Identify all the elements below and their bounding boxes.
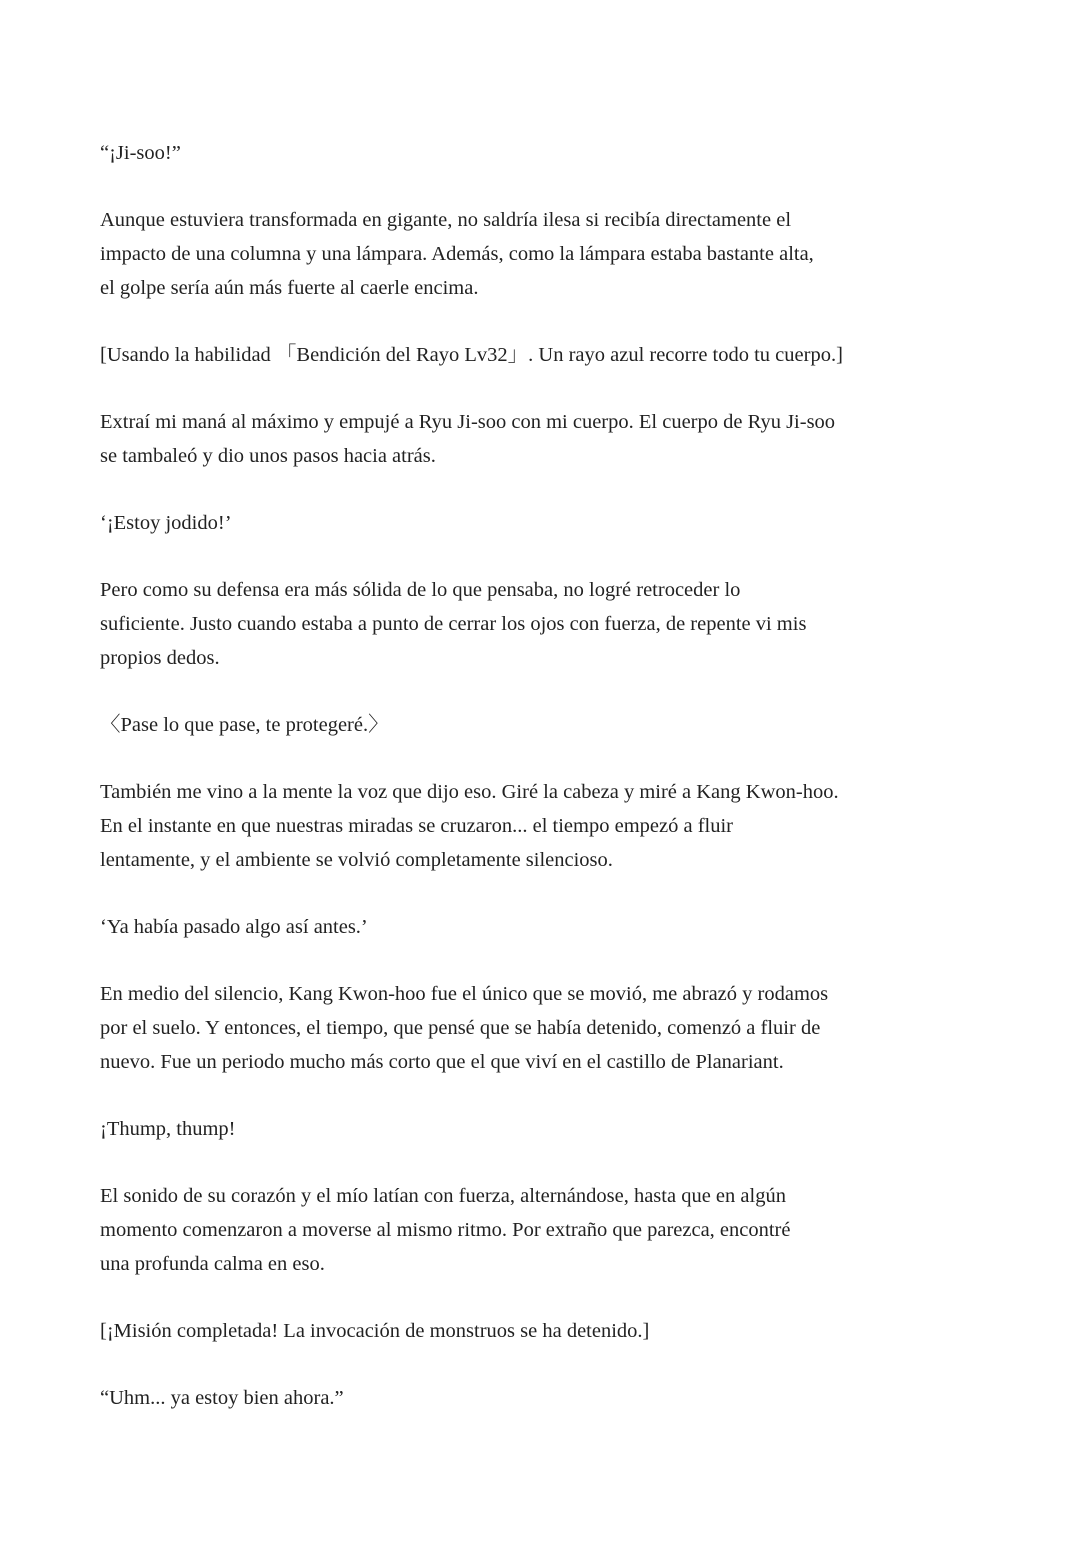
paragraph [100, 1381, 980, 1415]
paragraph [100, 977, 980, 1079]
paragraph [100, 775, 980, 877]
paragraph [100, 338, 980, 372]
text-line: En el instante en que nuestras miradas se cruzaron... el tiempo empezó a fluir [100, 815, 733, 837]
text-line: se tambaleó y dio unos pasos hacia atrás. [100, 445, 436, 467]
text-line: una profunda calma en eso. [100, 1253, 325, 1275]
text-line: momento comenzaron a moverse al mismo ritmo. Por extraño que parezca, encontré [100, 1219, 791, 1241]
paragraph [100, 203, 980, 305]
text-line: Aunque estuviera transformada en gigante, no saldría ilesa si recibía directamente el [100, 209, 792, 231]
text-line: Pero como su defensa era más sólida de lo que pensaba, no logré retroceder lo [100, 579, 741, 601]
paragraph [100, 136, 980, 170]
text-line: ‘¡Estoy jodido!’ [100, 512, 232, 534]
text-line: El sonido de su corazón y el mío latían con fuerza, alternándose, hasta que en algún [100, 1185, 786, 1207]
paragraph [100, 506, 980, 540]
text-line: [Usando la habilidad 「Bendición del Rayo Lv32」. Un rayo azul recorre todo tu cuerpo.] [100, 344, 843, 366]
paragraph [100, 708, 980, 742]
text-line: También me vino a la mente la voz que dijo eso. Giré la cabeza y miré a Kang Kwon-hoo. [100, 781, 839, 803]
text-line: “¡Ji-soo!” [100, 142, 181, 164]
text-line: 〈Pase lo que pase, te protegeré.〉 [100, 714, 389, 736]
text-line: por el suelo. Y entonces, el tiempo, que pensé que se había detenido, comenzó a fluir de [100, 1017, 821, 1039]
paragraph [100, 910, 980, 944]
text-line: suficiente. Justo cuando estaba a punto de cerrar los ojos con fuerza, de repente vi mis [100, 613, 807, 635]
paragraph [100, 1314, 980, 1348]
paragraph [100, 405, 980, 473]
paragraph [100, 1112, 980, 1146]
text-line: el golpe sería aún más fuerte al caerle encima. [100, 277, 479, 299]
paragraph [100, 573, 980, 675]
text-line: ¡Thump, thump! [100, 1118, 236, 1140]
text-line: propios dedos. [100, 647, 220, 669]
text-line: “Uhm... ya estoy bien ahora.” [100, 1387, 344, 1409]
text-line: impacto de una columna y una lámpara. Además, como la lámpara estaba bastante alta, [100, 243, 814, 265]
paragraph [100, 1179, 980, 1281]
text-line: Extraí mi maná al máximo y empujé a Ryu Ji-soo con mi cuerpo. El cuerpo de Ryu Ji-soo [100, 411, 836, 433]
document-body [100, 136, 980, 1448]
text-line: nuevo. Fue un periodo mucho más corto que el que viví en el castillo de Planariant. [100, 1051, 784, 1073]
text-line: ‘Ya había pasado algo así antes.’ [100, 916, 368, 938]
text-line: lentamente, y el ambiente se volvió completamente silencioso. [100, 849, 613, 871]
text-line: [¡Misión completada! La invocación de monstruos se ha detenido.] [100, 1320, 650, 1342]
text-line: En medio del silencio, Kang Kwon-hoo fue el único que se movió, me abrazó y rodamos [100, 983, 829, 1005]
